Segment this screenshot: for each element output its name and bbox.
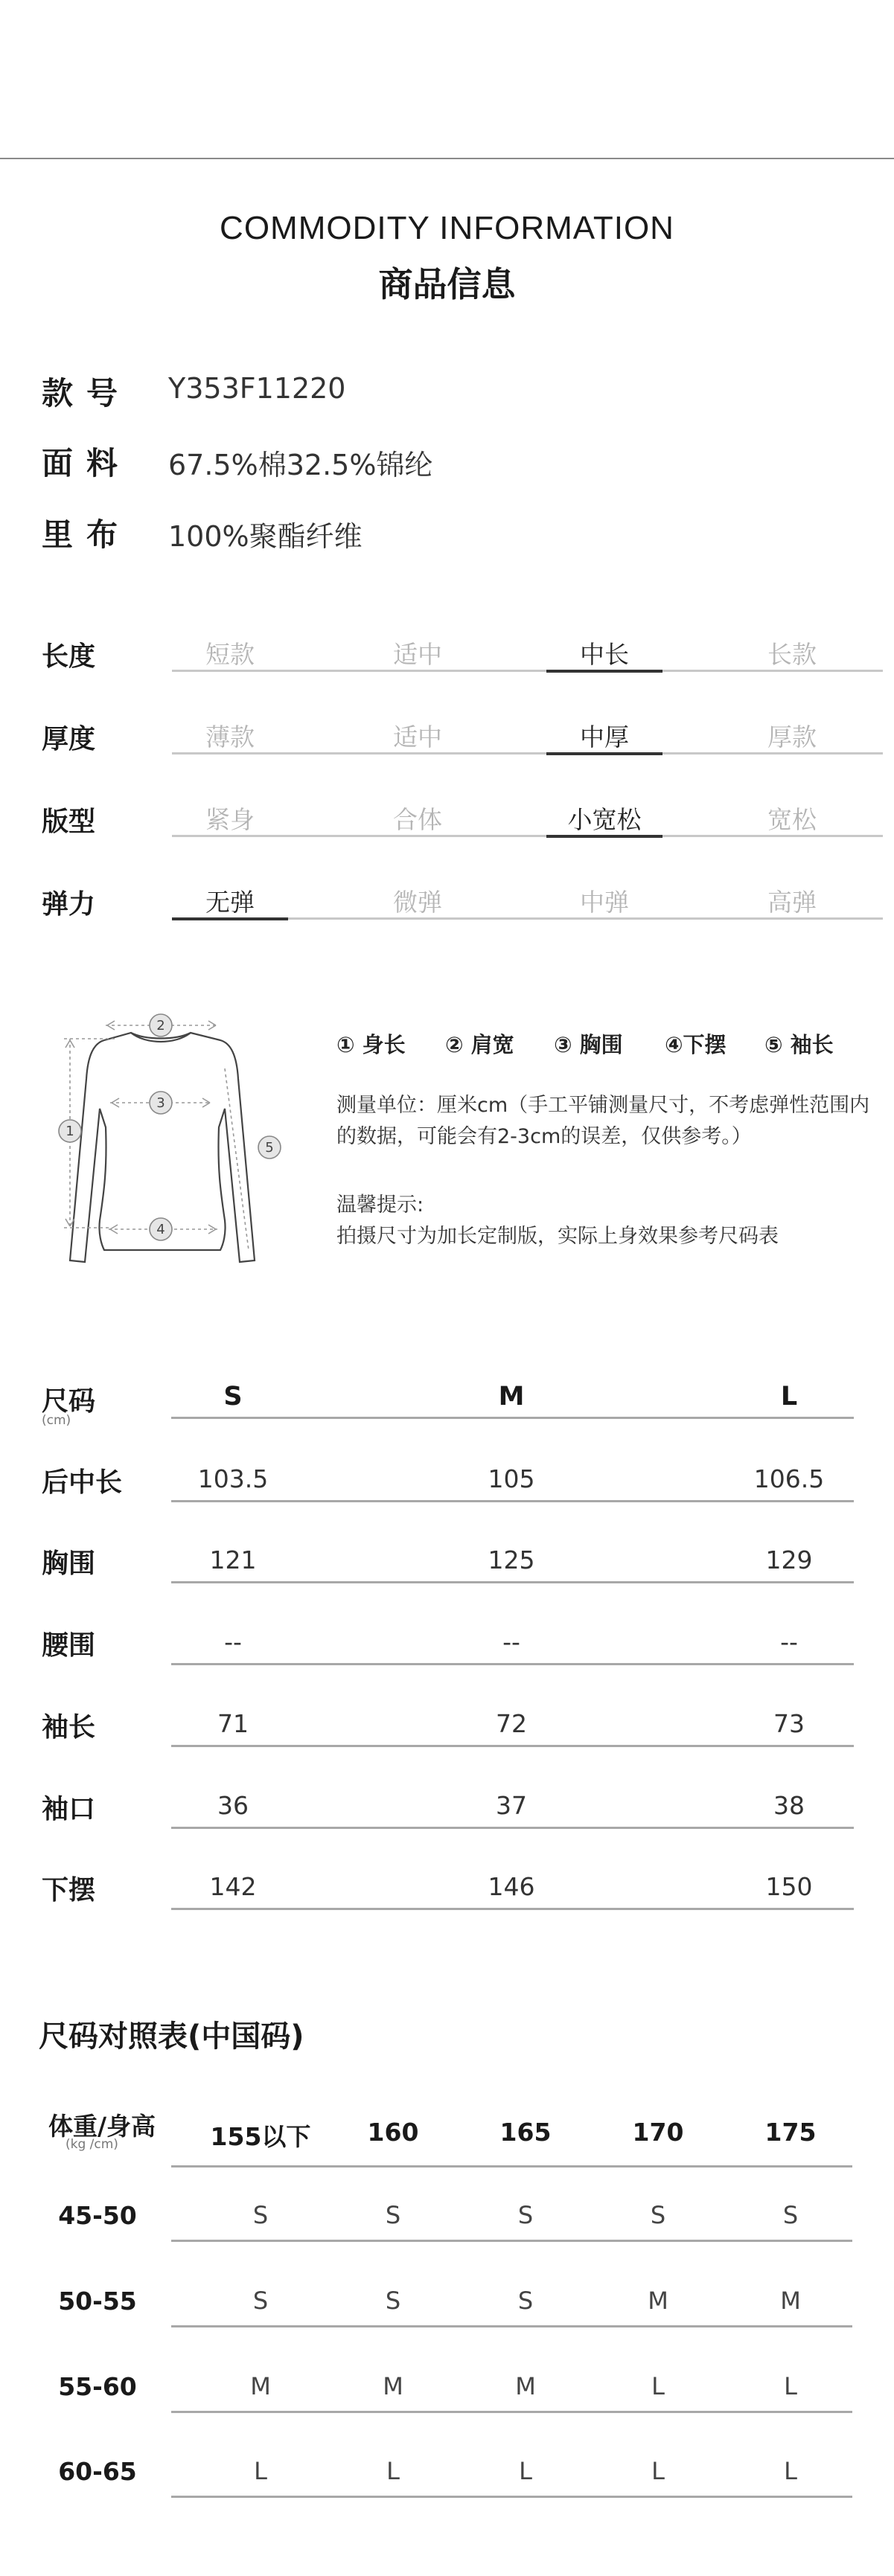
size-value-cell: 105 bbox=[488, 1464, 535, 1493]
legend-length: ① 身长 bbox=[336, 1032, 406, 1057]
size-header-unit: (cm) bbox=[42, 1413, 71, 1428]
chart-size-cell: L bbox=[519, 2457, 532, 2485]
chart-size-cell: L bbox=[254, 2457, 267, 2485]
marker-4-label: 4 bbox=[156, 1222, 165, 1237]
attribute-row bbox=[42, 632, 861, 677]
table-rule bbox=[171, 1500, 854, 1502]
info-label: 款号 bbox=[42, 375, 132, 411]
attribute-option: 厚款 bbox=[767, 723, 817, 752]
chart-size-cell: S bbox=[252, 2201, 269, 2229]
attribute-row bbox=[42, 798, 861, 842]
size-chart-title: 尺码对照表(中国码) bbox=[39, 2019, 304, 2054]
chart-corner-unit: (kg /cm) bbox=[66, 2137, 118, 2152]
attribute-option-selected: 无弹 bbox=[172, 883, 288, 918]
size-value-cell: 129 bbox=[765, 1545, 813, 1574]
info-value: 67.5%棉32.5%锦纶 bbox=[168, 449, 433, 481]
legend-shoulder: ② 肩宽 bbox=[445, 1032, 514, 1057]
table-rule bbox=[171, 1745, 854, 1747]
size-value-cell: 36 bbox=[217, 1791, 249, 1820]
legend-chest: ③ 胸围 bbox=[554, 1032, 623, 1057]
table-rule bbox=[171, 1581, 854, 1583]
size-value-cell: -- bbox=[224, 1627, 242, 1656]
chart-height-header: 175 bbox=[764, 2118, 817, 2147]
chart-corner-label: 体重/身高 bbox=[48, 2112, 156, 2141]
attribute-option: 高弹 bbox=[767, 888, 817, 917]
table-rule bbox=[171, 2165, 852, 2168]
chart-weight-label: 45-50 bbox=[58, 2201, 137, 2230]
tip-title: 温馨提示: bbox=[336, 1194, 424, 1217]
garment-diagram bbox=[42, 997, 295, 1280]
chart-size-cell: S bbox=[385, 2201, 401, 2229]
size-value-cell: 103.5 bbox=[197, 1464, 269, 1493]
info-value: Y353F11220 bbox=[168, 372, 346, 405]
table-rule bbox=[171, 1827, 854, 1829]
attribute-label: 弹力 bbox=[42, 889, 96, 920]
chart-size-cell: L bbox=[651, 2457, 665, 2485]
chart-weight-label: 55-60 bbox=[58, 2372, 137, 2401]
marker-2-label: 2 bbox=[156, 1018, 165, 1034]
size-row-label: 袖长 bbox=[42, 1712, 96, 1743]
chart-size-cell: S bbox=[650, 2201, 666, 2229]
size-row-label: 胸围 bbox=[42, 1548, 96, 1579]
info-label: 面料 bbox=[42, 445, 132, 481]
chart-weight-label: 60-65 bbox=[58, 2457, 137, 2486]
size-row-label: 腰围 bbox=[42, 1630, 96, 1661]
attribute-row bbox=[42, 880, 861, 925]
attribute-option: 短款 bbox=[205, 640, 255, 669]
measure-note-line1: 测量单位：厘米cm（手工平铺测量尺寸，不考虑弹性范围内 bbox=[336, 1094, 870, 1117]
attribute-label: 长度 bbox=[42, 641, 96, 672]
size-value-cell: 150 bbox=[765, 1872, 813, 1901]
legend-hem: ④下摆 bbox=[665, 1032, 727, 1057]
size-row-label: 下摆 bbox=[42, 1875, 96, 1906]
chart-height-header: 155以下 bbox=[210, 2122, 311, 2151]
info-value: 100%聚酯纤维 bbox=[168, 520, 363, 553]
marker-3-label: 3 bbox=[156, 1095, 165, 1111]
size-row-label: 袖口 bbox=[42, 1794, 96, 1824]
attribute-option: 合体 bbox=[393, 805, 442, 834]
chart-size-cell: M bbox=[515, 2372, 536, 2400]
table-rule bbox=[171, 2325, 852, 2327]
attribute-option-selected: 中长 bbox=[546, 635, 662, 670]
chart-weight-label: 50-55 bbox=[58, 2287, 137, 2316]
table-rule bbox=[171, 1908, 854, 1910]
chart-size-cell: M bbox=[383, 2372, 403, 2400]
chart-size-cell: S bbox=[782, 2201, 799, 2229]
table-rule bbox=[171, 1417, 854, 1419]
chart-size-cell: M bbox=[250, 2372, 271, 2400]
size-value-cell: -- bbox=[780, 1627, 798, 1656]
attribute-label: 版型 bbox=[42, 807, 96, 837]
attribute-option: 微弹 bbox=[393, 888, 442, 917]
chart-size-cell: L bbox=[651, 2372, 665, 2400]
info-label: 里布 bbox=[42, 516, 132, 553]
chart-size-cell: S bbox=[252, 2287, 269, 2315]
size-header-cell: M bbox=[498, 1382, 525, 1412]
size-value-cell: 38 bbox=[773, 1791, 805, 1820]
size-value-cell: 71 bbox=[217, 1709, 249, 1738]
size-value-cell: 146 bbox=[488, 1872, 535, 1901]
measure-note-line2: 的数据，可能会有2-3cm的误差，仅供参考。） bbox=[336, 1125, 752, 1148]
chart-size-cell: S bbox=[517, 2201, 534, 2229]
size-value-cell: 125 bbox=[488, 1545, 535, 1574]
chart-size-cell: M bbox=[648, 2287, 668, 2315]
attribute-label: 厚度 bbox=[42, 724, 96, 754]
size-row-label: 后中长 bbox=[42, 1467, 123, 1498]
marker-1-label: 1 bbox=[66, 1124, 74, 1139]
attribute-option: 适中 bbox=[393, 723, 442, 752]
size-value-cell: 73 bbox=[773, 1709, 805, 1738]
top-divider bbox=[0, 158, 894, 159]
table-rule bbox=[171, 2411, 852, 2413]
table-rule bbox=[171, 2240, 852, 2242]
size-value-cell: 72 bbox=[496, 1709, 527, 1738]
chart-size-cell: L bbox=[386, 2457, 400, 2485]
attribute-option: 适中 bbox=[393, 640, 442, 669]
size-header-label: 尺码 bbox=[42, 1386, 96, 1417]
title-en: COMMODITY INFORMATION bbox=[220, 210, 674, 246]
attribute-option: 长款 bbox=[767, 640, 817, 669]
size-value-cell: 37 bbox=[496, 1791, 527, 1820]
table-rule bbox=[171, 2496, 852, 2498]
chart-size-cell: S bbox=[385, 2287, 401, 2315]
attribute-option: 紧身 bbox=[205, 805, 255, 834]
chart-height-header: 160 bbox=[367, 2118, 419, 2147]
attribute-option: 中弹 bbox=[580, 888, 629, 917]
chart-size-cell: S bbox=[517, 2287, 534, 2315]
legend-sleeve: ⑤ 袖长 bbox=[764, 1032, 834, 1057]
chart-size-cell: M bbox=[780, 2287, 801, 2315]
chart-height-header: 170 bbox=[632, 2118, 684, 2147]
size-header-cell: L bbox=[780, 1382, 798, 1412]
size-value-cell: 142 bbox=[209, 1872, 257, 1901]
size-header-cell: S bbox=[223, 1382, 243, 1412]
chart-size-cell: L bbox=[784, 2372, 797, 2400]
chart-size-cell: L bbox=[784, 2457, 797, 2485]
tip-text: 拍摄尺寸为加长定制版，实际上身效果参考尺码表 bbox=[336, 1225, 779, 1248]
size-value-cell: 106.5 bbox=[753, 1464, 825, 1493]
attribute-option-selected: 中厚 bbox=[546, 718, 662, 753]
size-value-cell: 121 bbox=[209, 1545, 257, 1574]
attribute-option: 宽松 bbox=[767, 805, 817, 834]
attribute-option-selected: 小宽松 bbox=[546, 801, 662, 836]
marker-5-label: 5 bbox=[265, 1140, 274, 1156]
attribute-row bbox=[42, 715, 861, 760]
chart-height-header: 165 bbox=[499, 2118, 552, 2147]
attribute-option: 薄款 bbox=[205, 723, 255, 752]
table-rule bbox=[171, 1663, 854, 1665]
size-value-cell: -- bbox=[502, 1627, 520, 1656]
title-zh: 商品信息 bbox=[378, 264, 516, 304]
